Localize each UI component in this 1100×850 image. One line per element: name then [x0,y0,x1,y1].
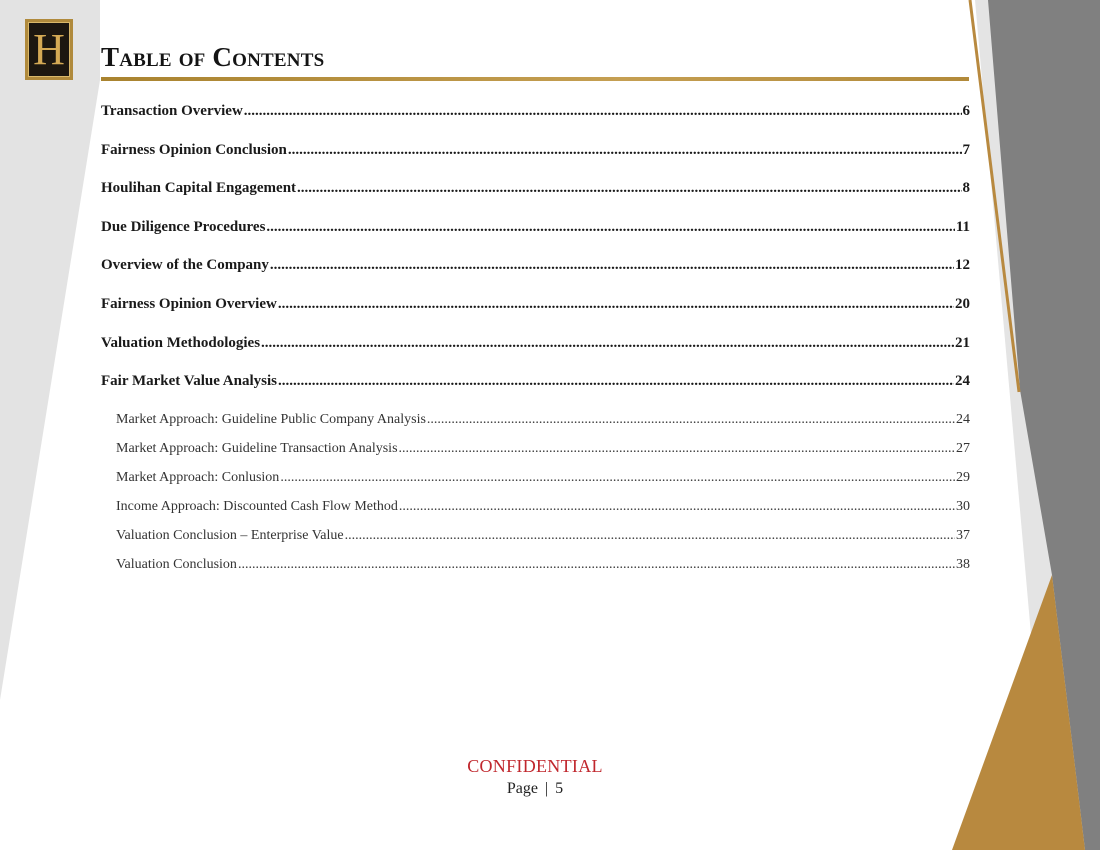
left-gray-wedge [0,0,100,700]
toc-entry[interactable] [101,180,970,219]
toc-entry[interactable] [101,296,970,335]
toc-entry-page: 37 [956,527,970,543]
toc-entry-label: Market Approach: Guideline Public Company Analysis [116,411,426,427]
toc-entry-label: Valuation Conclusion – Enterprise Value [116,527,344,543]
toc-dot-leader [427,412,955,428]
logo-letter: H [28,22,70,77]
toc-entry-label: Fairness Opinion Overview [101,295,277,312]
toc-entry[interactable] [101,257,970,296]
toc-subentry[interactable] [101,557,970,586]
toc-dot-leader [278,296,954,313]
page-title: Table of Contents [101,42,325,72]
toc-entry-label: Market Approach: Guideline Transaction Analysis [116,440,398,456]
toc-entry-label: Fairness Opinion Conclusion [101,141,287,158]
confidential-label: CONFIDENTIAL [467,756,603,776]
toc-entry-page: 27 [956,440,970,456]
toc-dot-leader [261,335,954,352]
toc-dot-leader [238,557,955,573]
title-underline [101,77,969,81]
toc-entry-page: 24 [956,411,970,427]
toc-subentry[interactable] [101,499,970,528]
toc-entry[interactable] [101,335,970,374]
toc-dot-leader [244,103,962,120]
page-separator: | [544,780,549,797]
toc-entry-label: Transaction Overview [101,103,243,119]
toc-dot-leader [297,180,961,197]
toc-entry[interactable] [101,373,970,412]
toc-entry-label: Valuation Conclusion [116,556,237,572]
toc-dot-leader [280,470,955,486]
toc-subentry[interactable] [101,470,970,499]
page-number-footer [0,780,1070,798]
toc-entry-page: 24 [955,373,970,390]
page-number: 5 [555,780,564,797]
toc-subentry[interactable] [101,441,970,470]
toc-entry-page: 8 [962,180,970,197]
toc-entry-label: Houlihan Capital Engagement [101,180,297,197]
toc-entry[interactable] [101,219,970,258]
toc-entry-page: 7 [962,141,970,158]
toc-dot-leader [278,373,954,390]
toc-entry-page: 20 [955,295,970,312]
toc-dot-leader [288,142,962,159]
toc-dot-leader [399,441,955,457]
toc-entry-label: Income Approach: Discounted Cash Flow Method [116,498,398,514]
toc-entry[interactable] [101,142,970,181]
toc-dot-leader [270,257,954,274]
toc-entry-label: Fair Market Value Analysis [101,373,277,390]
toc-entry-page: 11 [955,218,970,235]
toc-subentry[interactable] [101,412,970,441]
toc-entry-page: 21 [955,334,970,351]
toc-entry-label: Valuation Methodologies [101,334,261,351]
toc-entry-page: 30 [956,498,970,514]
company-logo [25,19,73,80]
toc-subentry[interactable] [101,528,970,557]
toc-entry-page: 38 [956,556,970,572]
toc-entry-page: 29 [956,469,970,485]
page-label: Page [506,780,538,797]
toc-entry-page: 12 [955,257,970,274]
toc-entry-label: Market Approach: Conlusion [116,469,280,485]
toc-dot-leader [266,219,954,236]
toc-entry-label: Due Diligence Procedures [101,218,266,235]
toc-entry-label: Overview of the Company [101,257,269,274]
toc-entry-page: 6 [962,103,970,119]
toc-dot-leader [345,528,955,544]
toc-entry[interactable] [101,103,970,142]
table-of-contents [101,103,970,586]
toc-dot-leader [399,499,955,515]
